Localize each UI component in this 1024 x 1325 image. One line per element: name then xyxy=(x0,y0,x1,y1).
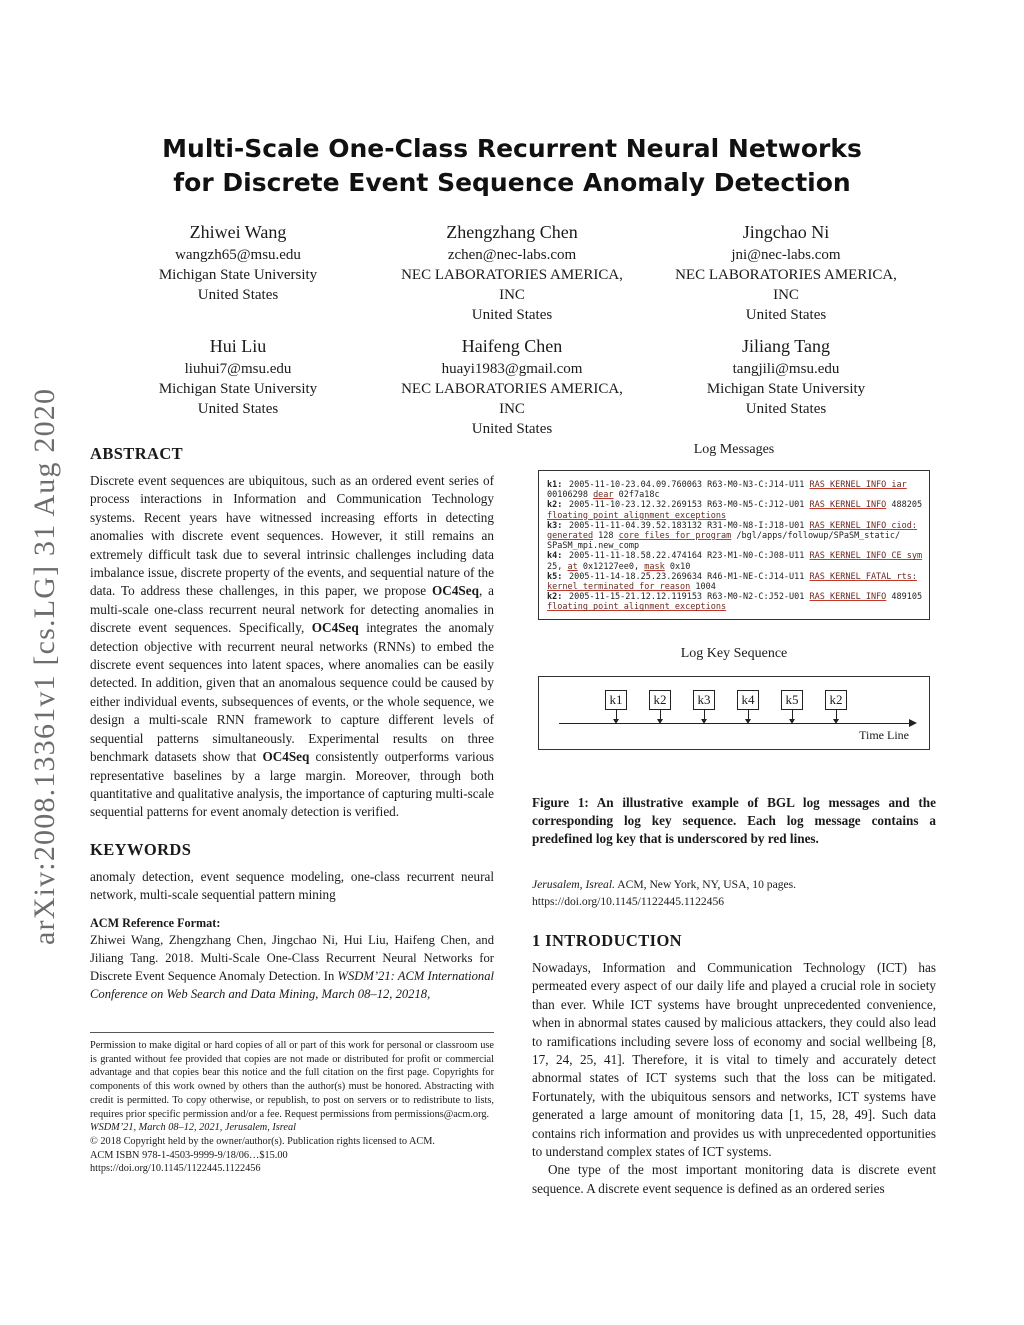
log-key-sequence-box xyxy=(538,676,930,750)
log-key-k2-repeat: k2 xyxy=(825,690,847,710)
log-messages-label: Log Messages xyxy=(693,442,775,457)
log-line: k2: 2005-11-10-23.12.32.269153 R63-M0-N5-C:J12-U01 RAS KERNEL INFO 488205 xyxy=(547,500,923,511)
log-key-k1: k1 xyxy=(605,690,627,710)
arrow-down-icon xyxy=(616,710,617,720)
log-line-continuation: generated 128 core files for program /bgl/apps/followup/SPaSM_static/ xyxy=(547,531,901,542)
isbn-line: ACM ISBN 978-1-4503-9999-9/18/06…$15.00 xyxy=(90,1149,288,1161)
arrow-down-icon xyxy=(660,710,661,720)
author-email[interactable]: wangzh65@msu.edu xyxy=(175,247,301,263)
acm-reference-text: Zhiwei Wang, Zhengzhang Chen, Jingchao Ni, Hui Liu, Haifeng Chen, and Jiliang Tang. 2018. Multi-Scale One-Class Recurrent Neural Networks for Discrete Event Sequence Anomaly Detection. In WSDM’21: ACM International Conference on Web Search and Data Mining, March 08–12, 20218, xyxy=(90,932,495,1001)
log-line: k2: 2005-11-15-21.12.12.119153 R63-M0-N2-C:J52-U01 RAS KERNEL INFO 489105 xyxy=(547,592,923,603)
keywords-heading: KEYWORDS xyxy=(90,839,192,859)
log-line: k4: 2005-11-11-18.58.22.474164 R23-M1-N0-C:J08-U11 RAS KERNEL INFO CE sym xyxy=(547,551,923,562)
timeline-arrow-icon xyxy=(559,723,915,724)
log-line-continuation: 25, at 0x12127ee0, mask 0x10 xyxy=(547,561,691,572)
author-3 xyxy=(656,220,916,325)
author-4 xyxy=(108,334,368,419)
author-email[interactable]: tangjili@msu.edu xyxy=(732,361,840,377)
log-line: k5: 2005-11-14-18.25.23.269634 R46-M1-NE-C:J14-U11 RAS KERNEL FATAL rts: xyxy=(547,571,917,582)
author-5 xyxy=(382,334,642,439)
abstract-text: Discrete event sequences are ubiquitous, such as an ordered event series of process interactions in Information and Communication Technology systems. Recent years have witnessed increasing efforts in detecting anomalies with discrete event sequences. However, it still remains an extremely difficult task due to several intrinsic challenges including data imbalance issue, discrete property of the events, and sequential nature of the data. To address these challenges, in this paper, we propose OC4Seq, a multi-scale one-class recurrent neural network for detecting anomalies in discrete event sequences. Specifically, OC4Seq integrates the anomaly detection objective with recurrent neural networks (RNNs) to embed the discrete event sequences into latent spaces, where anomalies can be easily detected. In addition, given that an anomalous sequence could be caused by either individual events, subsequences of events, or the whole sequence, we design a multi-scale RNN framework to capture different levels of sequential patterns simultaneously. Experimental results on three benchmark datasets show that OC4Seq consistently outperforms various representative baselines by a large margin. Moreover, through both quantitative and qualitative analysis, the importance of capturing multi-scale sequential patterns for event anomaly detection is verified. xyxy=(90,473,495,820)
log-key-k4: k4 xyxy=(737,690,759,710)
log-key-sequence-label: Log Key Sequence xyxy=(680,646,788,661)
introduction-heading: 1 INTRODUCTION xyxy=(532,931,682,950)
author-affiliation-2: INC xyxy=(499,287,525,303)
author-affiliation: Michigan State University xyxy=(158,267,318,283)
author-country: United States xyxy=(197,401,279,417)
permission-text: Permission to make digital or hard copies of all or part of this work for personal or classroom use is granted without fee provided that copies are not made or distributed for profit or commercial advantage and that copies bear this notice and the full citation on the first page. Copyrights for components of this work owned by others than the author(s) must be honored. Abstracting with credit is permitted. To copy otherwise, or republish, to post on servers or to redistribute to lists, requires prior specific permission and/or a fee. Request permissions from permissions@acm.org. xyxy=(90,1040,494,1120)
author-country: United States xyxy=(471,421,553,437)
author-email[interactable]: huayi1983@gmail.com xyxy=(441,361,583,377)
left-column xyxy=(90,444,494,1003)
arrow-down-icon xyxy=(704,710,705,720)
log-line-continuation: floating point alignment exceptions xyxy=(547,510,727,521)
author-name: Haifeng Chen xyxy=(461,336,563,356)
author-affiliation-2: INC xyxy=(773,287,799,303)
log-messages-box xyxy=(538,470,930,620)
log-line-continuation: SPaSM_mpi.new_comp xyxy=(547,541,640,552)
author-country: United States xyxy=(197,287,279,303)
author-6 xyxy=(656,334,916,419)
author-name: Hui Liu xyxy=(209,336,267,356)
log-key-k5: k5 xyxy=(781,690,803,710)
author-country: United States xyxy=(745,401,827,417)
author-affiliation: NEC LABORATORIES AMERICA, xyxy=(675,267,897,283)
author-email[interactable]: jni@nec-labs.com xyxy=(731,247,841,263)
author-affiliation: NEC LABORATORIES AMERICA, xyxy=(401,267,623,283)
keywords-text: anomaly detection, event sequence modeling, one-class recurrent neural network, multi-scale sequential pattern mining xyxy=(90,868,494,903)
log-line-continuation: floating point alignment exceptions xyxy=(547,602,727,613)
author-affiliation: NEC LABORATORIES AMERICA, xyxy=(401,381,623,397)
doi-link[interactable]: https://doi.org/10.1145/1122445.1122456 xyxy=(90,1163,261,1175)
title-line-1: Multi-Scale One-Class Recurrent Neural Networks xyxy=(162,134,862,163)
author-name: Zhengzhang Chen xyxy=(446,222,578,242)
abstract-heading: ABSTRACT xyxy=(90,444,184,463)
citation-continuation: Jerusalem, Isreal. ACM, New York, NY, USA, 10 pages. https://doi.org/10.1145/1122445.1122456 xyxy=(532,878,797,908)
author-country: United States xyxy=(471,307,553,323)
author-email[interactable]: zchen@nec-labs.com xyxy=(447,247,577,263)
author-affiliation: Michigan State University xyxy=(706,381,866,397)
author-name: Zhiwei Wang xyxy=(189,222,287,242)
author-name: Jiliang Tang xyxy=(742,336,830,356)
arxiv-identifier: arXiv:2008.13361v1 [cs.LG] 31 Aug 2020 xyxy=(28,387,61,945)
author-2 xyxy=(382,220,642,325)
arrow-down-icon xyxy=(836,710,837,720)
log-line: k1: 2005-11-10-23.04.09.760063 R63-M0-N3-C:J14-U11 RAS KERNEL INFO iar xyxy=(547,480,907,490)
log-line: k3: 2005-11-11-04.39.52.183132 R31-M0-N8-I:J18-U01 RAS KERNEL INFO ciod: xyxy=(547,520,917,531)
arrow-down-icon xyxy=(748,710,749,720)
log-line-continuation: kernel terminated for reason 1004 xyxy=(547,582,716,593)
author-email[interactable]: liuhui7@msu.edu xyxy=(184,361,292,377)
log-key-k2: k2 xyxy=(649,690,671,710)
title-line-2: for Discrete Event Sequence Anomaly Detection xyxy=(173,168,851,197)
right-column xyxy=(532,440,936,1198)
timeline-label: Time Line xyxy=(859,728,909,742)
author-affiliation: Michigan State University xyxy=(158,381,318,397)
introduction-paragraph-1: Nowadays, Information and Communication Technology (ICT) has permeated every aspect of our daily life and played a crucial role in society than ever. While ICT systems have brought unprecedented convenience, when in abnormal states caused by malicious attackers, they could also lead to ramifications including severe loss of economy and social wellbeing [8, 17, 24, 25, 41]. Therefore, it is vital to timely and accurately detect abnormal states of ICT systems such that the loss can be mitigated. Fortunately, with the ubiquitous sensors and networks, ICT systems have generated a large amount of monitoring data [1, 15, 28, 49]. Such data contains rich information and provides us with unprecedented opportunities to understand complex states of ICT systems. xyxy=(532,960,936,1160)
acm-reference-heading: ACM Reference Format: xyxy=(90,915,221,930)
author-country: United States xyxy=(745,307,827,323)
author-affiliation-2: INC xyxy=(499,401,525,417)
author-1 xyxy=(108,220,368,305)
log-key-k3: k3 xyxy=(693,690,715,710)
log-line-continuation: 00106298 dear 02f7a18c xyxy=(547,490,660,501)
paper-title xyxy=(120,132,904,200)
permission-venue: WSDM’21, March 08–12, 2021, Jerusalem, Isreal xyxy=(90,1122,296,1134)
arrow-down-icon xyxy=(792,710,793,720)
permission-notice xyxy=(90,1032,494,1176)
author-name: Jingchao Ni xyxy=(742,222,830,242)
copyright-line: © 2018 Copyright held by the owner/author(s). Publication rights licensed to ACM. xyxy=(90,1135,436,1147)
figure-caption: Figure 1: An illustrative example of BGL log messages and the corresponding log key sequence. Each log message contains a predefined log key that is underscored by red lines. xyxy=(532,795,936,846)
introduction-paragraph-2: One type of the most important monitoring data is discrete event sequence. A discrete event sequence is defined as an ordered series xyxy=(532,1162,936,1196)
